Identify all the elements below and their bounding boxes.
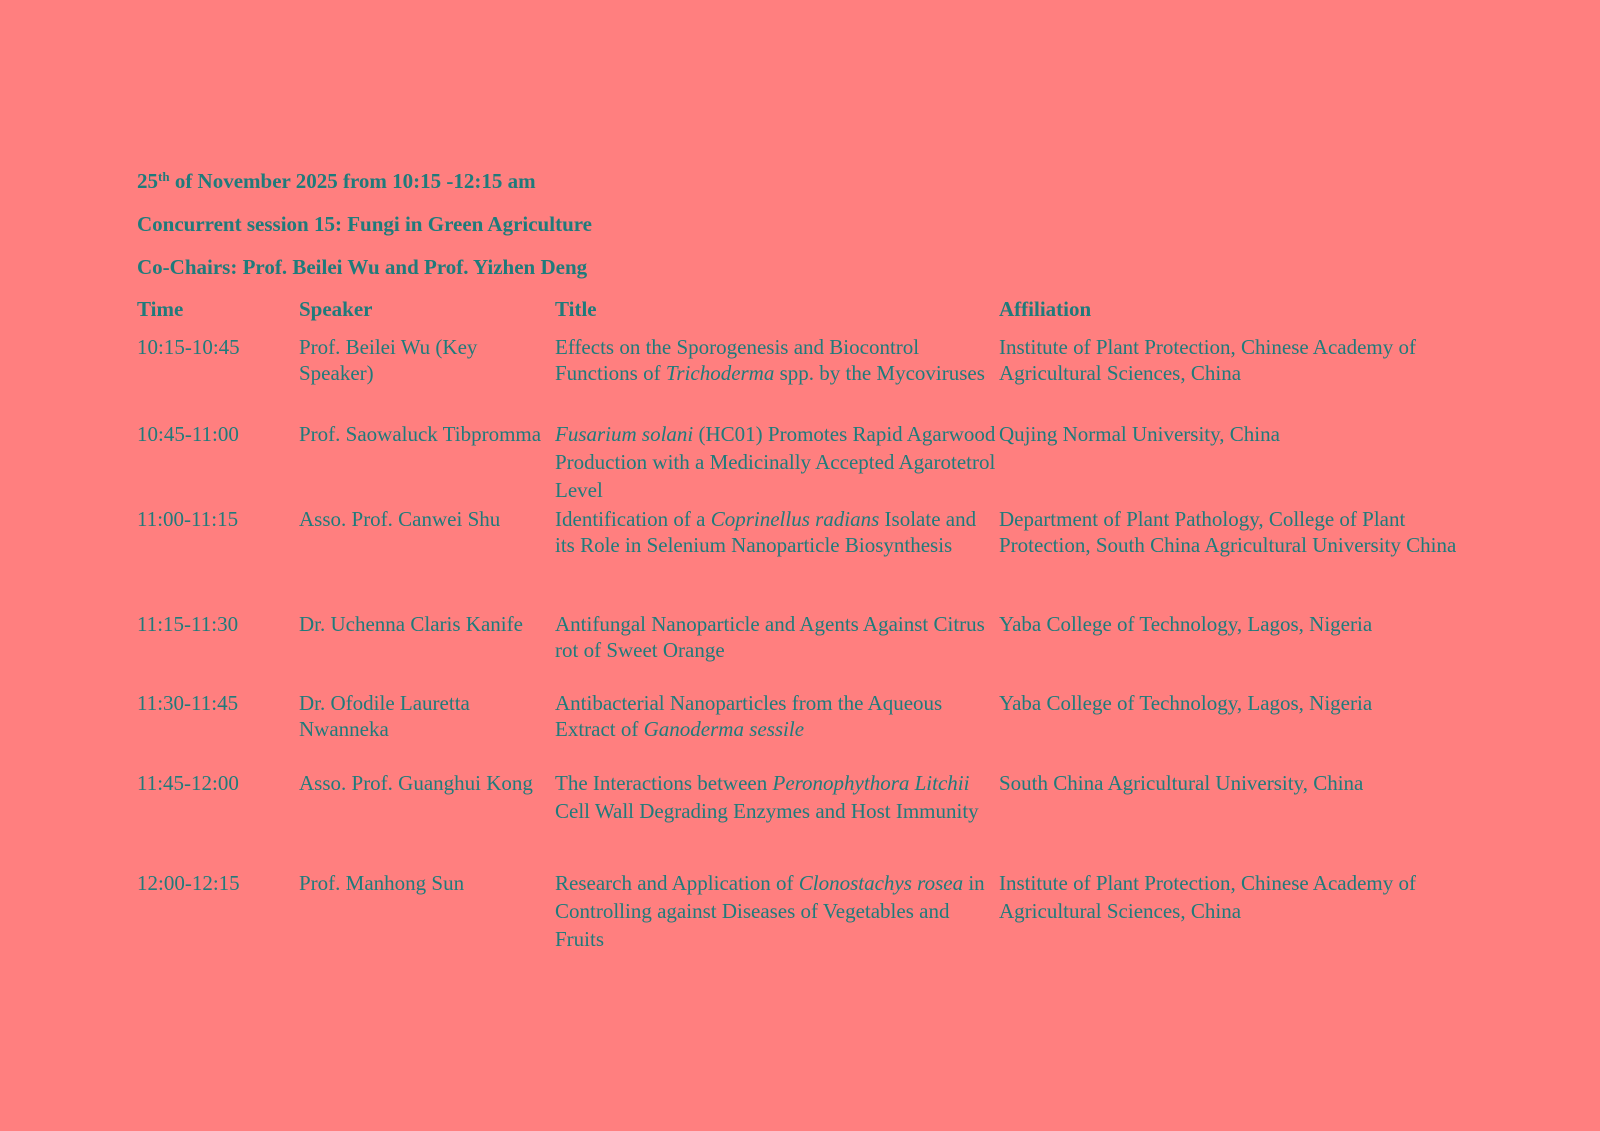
- column-header-speaker: Speaker: [299, 297, 373, 321]
- title-cell: [555, 869, 999, 959]
- time-cell: 10:15-10:45: [137, 335, 240, 359]
- title-cell: [555, 420, 999, 506]
- time-cell: 12:00-12:15: [137, 871, 240, 895]
- time-cell: 11:00-11:15: [137, 507, 239, 531]
- date-day: 25: [137, 169, 158, 193]
- session-title: Concurrent session 15: Fungi in Green Agriculture: [137, 212, 593, 236]
- title-cell: [555, 769, 999, 869]
- title-text: Effects on the Sporogenesis and Biocontrol Functions of: [555, 335, 920, 385]
- title-text: Identification of a: [555, 507, 711, 531]
- affiliation-cell: Institute of Plant Protection, Chinese Academy of Agricultural Sciences, China: [999, 871, 1417, 923]
- session-date: [137, 168, 1457, 194]
- program-table: [137, 296, 1457, 959]
- affiliation-cell: Institute of Plant Protection, Chinese Academy of Agricultural Sciences, China: [999, 335, 1417, 385]
- time-cell: 11:45-12:00: [137, 771, 239, 795]
- title-italic: Fusarium solani: [555, 422, 694, 446]
- session-chairs: Co-Chairs: Prof. Beilei Wu and Prof. Yizhen Deng: [137, 255, 588, 279]
- title-italic: Trichoderma: [665, 361, 775, 385]
- column-header-time: Time: [137, 297, 184, 321]
- title-text: in Controlling against Diseases of Vegetables and Fruits: [555, 871, 985, 951]
- table-row: [137, 869, 1457, 959]
- affiliation-cell: South China Agricultural University, China: [999, 771, 1364, 795]
- title-text: Isolate and its Role in Selenium Nanoparticle Biosynthesis: [555, 507, 977, 557]
- table-row: [137, 611, 1457, 690]
- column-header-affiliation: Affiliation: [999, 297, 1092, 321]
- time-cell: 10:45-11:00: [137, 422, 239, 446]
- title-cell: [555, 506, 999, 611]
- title-text: Antifungal Nanoparticle and Agents Against Citrus rot of Sweet Orange: [555, 612, 985, 662]
- affiliation-cell: Yaba College of Technology, Lagos, Nigeria: [999, 612, 1373, 636]
- title-italic: Coprinellus radians: [710, 507, 880, 531]
- speaker-cell: Asso. Prof. Canwei Shu: [299, 507, 501, 531]
- title-text: spp. by the Mycoviruses: [774, 361, 985, 385]
- table-row: [137, 420, 1457, 506]
- title-italic: Ganoderma sessile: [643, 717, 805, 741]
- time-cell: 11:15-11:30: [137, 612, 239, 636]
- title-text: Cell Wall Degrading Enzymes and Host Immunity: [555, 799, 979, 823]
- program-page: [137, 168, 1457, 959]
- table-row: [137, 334, 1457, 420]
- speaker-cell: Dr. Ofodile Lauretta Nwanneka: [299, 691, 470, 741]
- table-row: [137, 690, 1457, 769]
- affiliation-cell: Yaba College of Technology, Lagos, Nigeria: [999, 691, 1373, 715]
- affiliation-cell: Qujing Normal University, China: [999, 422, 1280, 446]
- title-text: (HC01) Promotes Rapid Agarwood Production with a Medicinally Accepted Agarotetrol Level: [555, 422, 996, 502]
- title-italic: Peronophythora Litchii: [772, 771, 970, 795]
- title-text: The Interactions between: [555, 771, 773, 795]
- title-cell: [555, 690, 999, 769]
- speaker-cell: Prof. Manhong Sun: [299, 871, 465, 895]
- table-row: [137, 769, 1457, 869]
- affiliation-cell: Department of Plant Pathology, College of Plant Protection, South China Agricultural University China: [999, 507, 1457, 557]
- table-header-row: [137, 296, 1457, 334]
- speaker-cell: Prof. Beilei Wu (Key Speaker): [299, 335, 478, 385]
- title-italic: Clonostachys rosea: [798, 871, 964, 895]
- title-cell: [555, 334, 999, 420]
- column-header-title: Title: [555, 297, 597, 321]
- time-cell: 11:30-11:45: [137, 691, 239, 715]
- date-suffix: th: [158, 169, 170, 184]
- date-rest: of November 2025 from 10:15 -12:15 am: [169, 169, 536, 193]
- table-row: [137, 506, 1457, 611]
- title-cell: [555, 611, 999, 690]
- speaker-cell: Asso. Prof. Guanghui Kong: [299, 771, 533, 795]
- title-text: Antibacterial Nanoparticles from the Aqueous Extract of: [555, 691, 943, 741]
- speaker-cell: Prof. Saowaluck Tibpromma: [299, 422, 542, 446]
- title-text: Research and Application of: [555, 871, 799, 895]
- speaker-cell: Dr. Uchenna Claris Kanife: [299, 612, 523, 636]
